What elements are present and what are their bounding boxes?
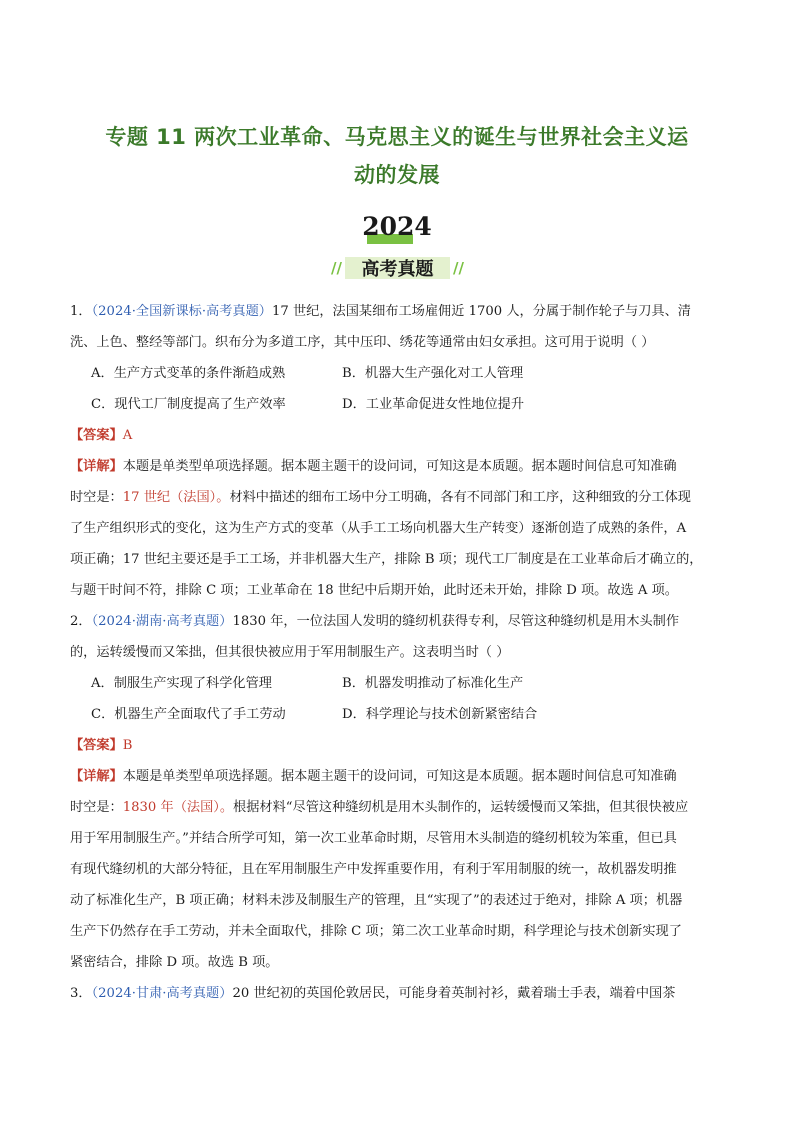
- detail-line: 了生产组织形式的变化，这为生产方式的变革（从手工工场向机器大生产转变）逐渐创造了成熟的条件，A: [70, 521, 687, 536]
- question-source: （2024·湖南·高考真题）: [91, 614, 233, 629]
- detail-text: 根据材料“尽管这种缝纫机是用木头制作的，运转缓慢而又笨拙，但其很快被应: [233, 800, 689, 815]
- detail-line: 与题干时间不符，排除 C 项；工业革命在 18 世纪中后期开始，此时还未开始，排除 D 项。故选 A 项。: [70, 583, 678, 598]
- detail-label: 【详解】: [70, 459, 123, 474]
- answer-label: 【答案】: [70, 738, 123, 753]
- detail-time-space: 1830 年（法国）。: [122, 800, 234, 815]
- title-line-1: 专题 11 两次工业革命、马克思主义的诞生与世界社会主义运: [105, 125, 689, 149]
- detail-text: 时空是：: [70, 800, 123, 815]
- year-label: 2024: [362, 212, 432, 241]
- banner-label: 高考真题: [361, 259, 434, 280]
- detail-line: [70, 761, 732, 792]
- answer-label: 【答案】: [70, 428, 123, 443]
- detail-text: 本题是单类型单项选择题。据本题主题干的设问词，可知这是本质题。据本题时间信息可知准确: [122, 459, 677, 474]
- question-source: （2024·全国新课标·高考真题）: [91, 304, 272, 319]
- question-stem-line: 的，运转缓慢而又笨拙，但其很快被应用于军用制服生产。这表明当时（ ）: [70, 645, 510, 660]
- question-3: [70, 978, 732, 1009]
- banner-slash-left-icon: //: [331, 259, 342, 277]
- question-number: 2．: [70, 614, 92, 629]
- detail-line: 动了标准化生产，B 项正确；材料未涉及制服生产的管理，且“实现了”的表述过于绝对，排除 A 项；机器: [70, 893, 683, 908]
- question-number: 1．: [70, 304, 92, 319]
- detail-time-space: 17 世纪（法国）。: [122, 490, 230, 505]
- title-line-2: 动的发展: [354, 163, 440, 187]
- question-source: （2024·甘肃·高考真题）: [91, 986, 233, 1001]
- question-2: [70, 606, 732, 978]
- option-c: C．机器生产全面取代了手工劳动: [91, 707, 286, 722]
- detail-line: [70, 792, 732, 823]
- question-number: 3．: [70, 986, 92, 1001]
- detail-line: 项正确；17 世纪主要还是手工工场，并非机器大生产，排除 B 项；现代工厂制度是在工业革命后才确立的，: [70, 552, 703, 567]
- detail-line: 生产下仍然存在手工劳动，并未全面取代，排除 C 项；第二次工业革命时期，科学理论与技术创新实现了: [70, 924, 682, 939]
- page-title: [60, 118, 734, 194]
- option-b: B．机器发明推动了标准化生产: [342, 676, 524, 691]
- question-stem-text: 20 世纪初的英国伦敦居民，可能身着英制衬衫，戴着瑞士手表，端着中国茶: [232, 986, 676, 1001]
- question-stem-line: [70, 978, 732, 1009]
- question-stem-line: 洗、上色、整经等部门。织布分为多道工序，其中压印、绣花等通常由妇女承担。这可用于说明（ ）: [70, 335, 655, 350]
- question-stem-text: 17 世纪，法国某细布工场雇佣近 1700 人，分属于制作轮子与刀具、清: [272, 304, 691, 319]
- answer-value: A: [122, 428, 133, 443]
- option-d: D．科学理论与技术创新紧密结合: [342, 707, 538, 722]
- option-b: B．机器大生产强化对工人管理: [342, 366, 524, 381]
- detail-line: 紧密结合，排除 D 项。故选 B 项。: [70, 955, 279, 970]
- banner-slash-right-icon: //: [453, 259, 464, 277]
- option-a: A．制服生产实现了科学化管理: [91, 676, 272, 691]
- question-stem-line: [70, 296, 732, 327]
- detail-line: [70, 451, 732, 482]
- detail-text: 材料中描述的细布工场中分工明确，各有不同部门和工序，这种细致的分工体现: [229, 490, 691, 505]
- answer-line: [70, 730, 732, 761]
- option-c: C．现代工厂制度提高了生产效率: [91, 397, 286, 412]
- detail-line: [70, 482, 732, 513]
- option-row: [70, 358, 732, 389]
- detail-text: 时空是：: [70, 490, 123, 505]
- answer-value: B: [122, 738, 133, 753]
- option-d: D．工业革命促进女性地位提升: [342, 397, 525, 412]
- option-row: [70, 668, 732, 699]
- question-stem-text: 1830 年，一位法国人发明的缝纫机获得专利，尽管这种缝纫机是用木头制作: [232, 614, 680, 629]
- detail-line: 用于军用制服生产。”并结合所学可知，第一次工业革命时期，尽管用木头制造的缝纫机较为笨重，但已具: [70, 831, 677, 846]
- section-banner: [329, 253, 466, 283]
- option-a: A．生产方式变革的条件渐趋成熟: [91, 366, 286, 381]
- detail-line: 有现代缝纫机的大部分特征，且在军用制服生产中发挥重要作用，有利于军用制服的统一，故机器发明推: [70, 862, 677, 877]
- question-1: [70, 296, 732, 606]
- year-heading: [0, 212, 794, 248]
- option-row: [70, 699, 732, 730]
- question-list: [70, 296, 732, 1009]
- detail-text: 本题是单类型单项选择题。据本题主题干的设问词，可知这是本质题。据本题时间信息可知准确: [122, 769, 677, 784]
- detail-label: 【详解】: [70, 769, 123, 784]
- question-stem-line: [70, 606, 732, 637]
- option-row: [70, 389, 732, 420]
- answer-line: [70, 420, 732, 451]
